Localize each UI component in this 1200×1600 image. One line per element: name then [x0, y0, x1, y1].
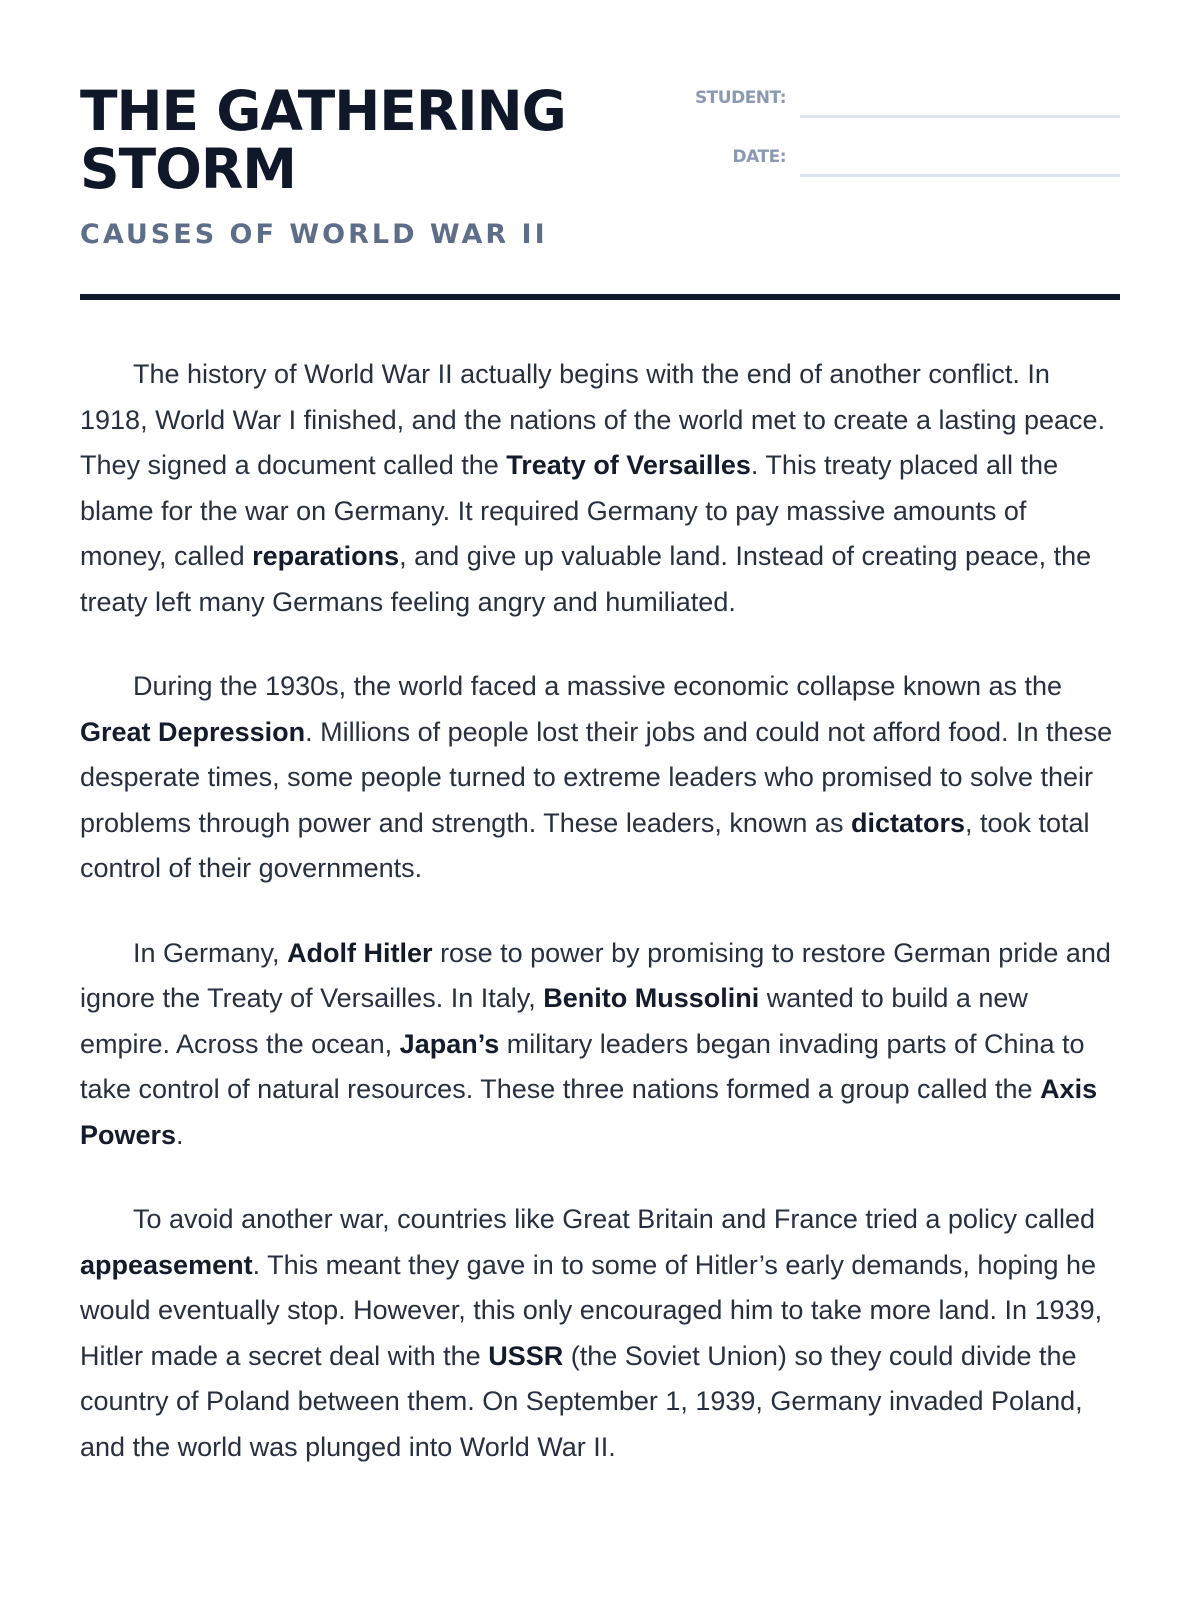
paragraph-text: . [176, 1119, 184, 1150]
paragraph-text: military leaders began invading parts of China to take control of natural resources. These three nations formed a group called the [80, 1028, 1085, 1104]
paragraph [80, 352, 1120, 625]
reading-passage [80, 352, 1120, 1509]
key-term: Japan’s [399, 1028, 500, 1059]
page-subtitle: CAUSES OF WORLD WAR II [80, 219, 548, 250]
date-input-line[interactable] [800, 174, 1120, 177]
paragraph-text: rose to power by promising to restore German pride and ignore the Treaty of Versailles. In Italy, [80, 937, 1111, 1013]
paragraph-text: The history of World War II actually begins with the end of another conflict. In 1918, World War I finished, and the nations of the world met to create a lasting peace. They signed a document called the [80, 359, 1106, 480]
key-term: Axis Powers [80, 1074, 1098, 1150]
date-label: DATE: [732, 147, 786, 167]
paragraph-text: , took total control of their governments. [80, 807, 1090, 883]
paragraph [80, 664, 1120, 892]
student-field[interactable] [670, 82, 1120, 122]
paragraph-text: In Germany, [133, 937, 288, 968]
key-term: Adolf Hitler [287, 937, 433, 968]
key-term: Benito Mussolini [543, 983, 760, 1013]
worksheet-page [80, 0, 1120, 1600]
paragraph-text: . This meant they gave in to some of Hitler’s early demands, hoping he would eventually stop. However, this only encouraged him to take more land. In 1939, Hitler made a secret deal with the [80, 1249, 1103, 1371]
paragraph-text: (the Soviet Union) so they could divide the country of Poland between them. On September 1, 1939, Germany invaded Poland, and the world was plunged into World War II. [80, 1340, 1083, 1462]
header-divider [80, 294, 1120, 300]
worksheet-header [80, 79, 1120, 302]
paragraph [80, 1197, 1120, 1470]
student-input-line[interactable] [800, 115, 1120, 118]
paragraph-text: , and give up valuable land. Instead of creating peace, the treaty left many Germans feeling angry and humiliated. [80, 541, 1092, 617]
key-term: dictators [850, 807, 965, 838]
date-field[interactable] [670, 141, 1120, 181]
paragraph-text: . This treaty placed all the blame for the war on Germany. It required Germany to pay massive amounts of money, called [80, 450, 1059, 571]
paragraph [80, 931, 1120, 1159]
key-term: USSR [488, 1340, 564, 1371]
student-label: STUDENT: [694, 88, 786, 108]
page-title: THE GATHERING STORM [80, 79, 566, 201]
paragraph-text: . Millions of people lost their jobs and could not afford food. In these desperate times, some people turned to extreme leaders who promised to solve their problems through power and strength. These leaders, known as [80, 716, 1113, 838]
key-term: Great Depression [80, 716, 306, 747]
key-term: appeasement [80, 1249, 253, 1280]
paragraph-text: To avoid another war, countries like Great Britain and France tried a policy called [133, 1204, 1095, 1234]
paragraph-text: wanted to build a new empire. Across the ocean, [80, 983, 1028, 1059]
key-term: reparations [252, 541, 400, 571]
paragraph-text: During the 1930s, the world faced a massive economic collapse known as the [133, 671, 1063, 701]
key-term: Treaty of Versailles [506, 450, 751, 480]
